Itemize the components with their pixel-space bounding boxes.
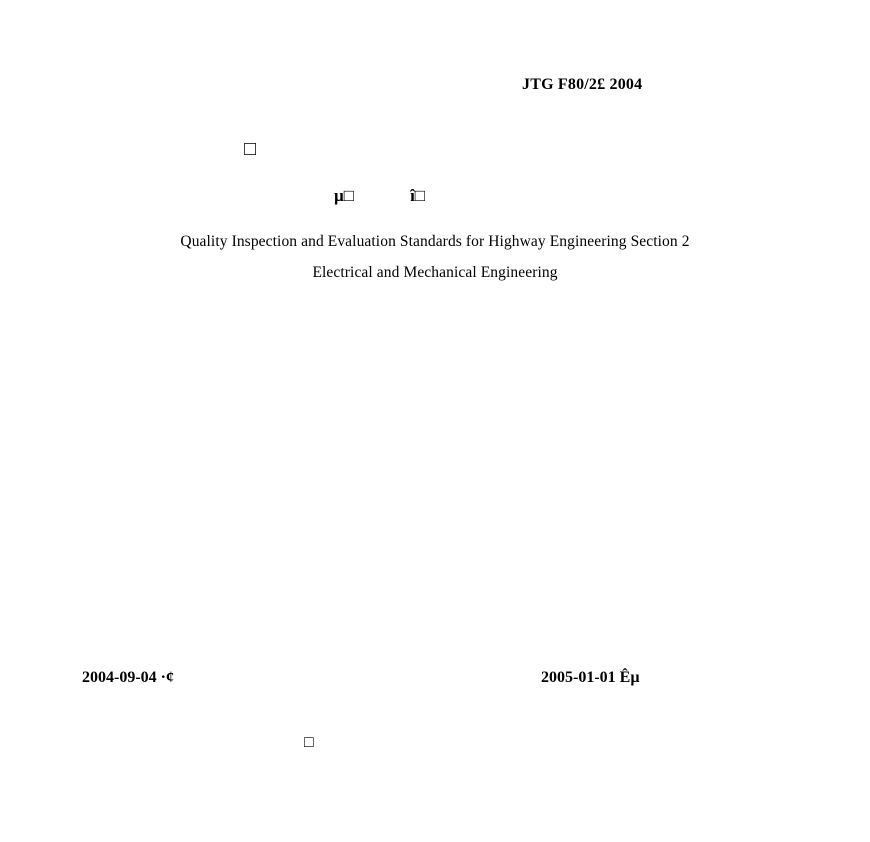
subtitle-row [334,186,425,206]
effective-date: 2005-01-01 Êµ [541,669,640,686]
publisher-garbled-glyph: □ [304,734,314,751]
issue-date: 2004-09-04 ·¢ [82,669,174,686]
standard-code: JTG F80/2£ 2004 [522,76,643,93]
subtitle-part-b: î□ [410,186,426,205]
title-garbled-glyph: □ [244,138,257,160]
subtitle-part-a: µ□ [334,186,355,205]
english-title-line-2: Electrical and Mechanical Engineering [312,264,558,281]
english-title-line-1: Quality Inspection and Evaluation Standards for Highway Engineering Section 2 [180,233,690,250]
